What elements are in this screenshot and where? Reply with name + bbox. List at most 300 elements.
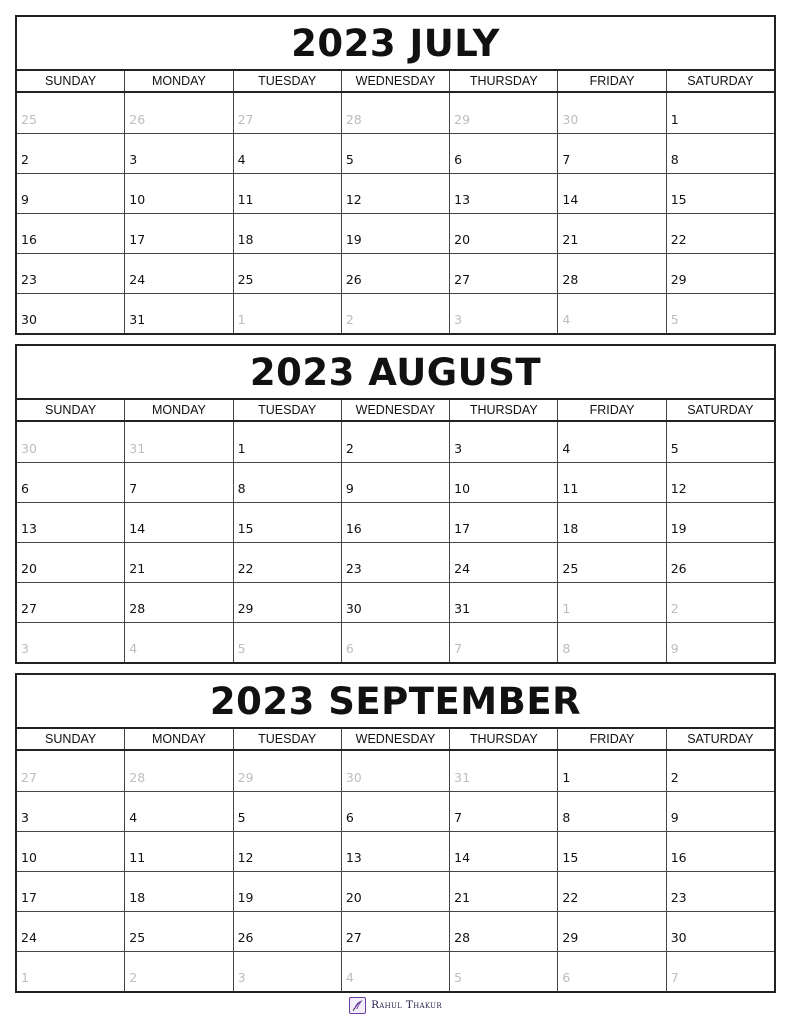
day-cell <box>233 872 341 911</box>
weekday-friday: FRIDAY <box>557 729 665 749</box>
day-cell <box>666 872 774 911</box>
day-number: 28 <box>129 770 146 785</box>
day-number: 19 <box>345 232 362 247</box>
day-cell <box>17 174 124 213</box>
day-number: 5 <box>670 312 679 327</box>
week-row <box>17 542 774 582</box>
day-number: 13 <box>345 850 362 865</box>
weekday-monday: MONDAY <box>124 71 232 91</box>
week-row <box>17 911 774 951</box>
day-number: 9 <box>345 481 354 496</box>
day-cell <box>449 543 557 582</box>
day-cell <box>341 832 449 871</box>
day-number: 5 <box>670 441 679 456</box>
day-cell-adjacent-month <box>124 751 232 791</box>
day-number: 1 <box>237 441 246 456</box>
day-number: 20 <box>345 890 362 905</box>
day-number: 18 <box>562 521 579 536</box>
day-number: 22 <box>670 232 687 247</box>
day-number: 10 <box>21 850 37 865</box>
day-cell <box>341 912 449 951</box>
day-number: 12 <box>237 850 254 865</box>
day-cell-adjacent-month <box>449 294 557 333</box>
day-number: 30 <box>21 312 37 327</box>
day-cell-adjacent-month <box>341 93 449 133</box>
day-cell <box>666 422 774 462</box>
day-number: 4 <box>129 810 138 825</box>
day-cell <box>449 254 557 293</box>
day-cell <box>341 174 449 213</box>
day-number: 4 <box>129 641 138 656</box>
day-number: 4 <box>562 312 571 327</box>
day-cell <box>233 792 341 831</box>
day-number: 8 <box>562 810 571 825</box>
day-cell <box>449 872 557 911</box>
day-number: 1 <box>562 770 571 785</box>
day-cell-adjacent-month <box>449 751 557 791</box>
footer-brand <box>0 993 791 1017</box>
day-number: 7 <box>670 970 679 985</box>
day-number: 14 <box>129 521 146 536</box>
day-number: 13 <box>454 192 471 207</box>
weekday-saturday: SATURDAY <box>666 400 774 420</box>
day-number: 4 <box>562 441 571 456</box>
week-row <box>17 582 774 622</box>
day-number: 8 <box>562 641 571 656</box>
day-cell-adjacent-month <box>341 294 449 333</box>
day-number: 31 <box>454 770 471 785</box>
weekday-friday: FRIDAY <box>557 400 665 420</box>
day-grid <box>17 422 774 662</box>
weekday-monday: MONDAY <box>124 729 232 749</box>
day-number: 28 <box>345 112 362 127</box>
day-cell <box>124 134 232 173</box>
day-number: 8 <box>670 152 679 167</box>
day-cell <box>233 583 341 622</box>
day-number: 28 <box>129 601 146 616</box>
day-cell <box>449 503 557 542</box>
day-cell-adjacent-month <box>557 952 665 991</box>
day-cell <box>666 792 774 831</box>
day-cell <box>666 912 774 951</box>
week-row <box>17 293 774 333</box>
day-number: 7 <box>562 152 571 167</box>
day-cell <box>17 543 124 582</box>
day-cell <box>666 134 774 173</box>
day-cell <box>341 422 449 462</box>
day-cell-adjacent-month <box>124 952 232 991</box>
day-number: 7 <box>454 641 463 656</box>
weekday-wednesday: WEDNESDAY <box>341 729 449 749</box>
day-number: 22 <box>237 561 254 576</box>
day-number: 7 <box>129 481 138 496</box>
day-number: 15 <box>237 521 254 536</box>
day-number: 3 <box>21 641 29 656</box>
day-cell <box>341 543 449 582</box>
week-row <box>17 253 774 293</box>
week-row <box>17 791 774 831</box>
weekday-wednesday: WEDNESDAY <box>341 400 449 420</box>
day-cell <box>233 503 341 542</box>
day-number: 15 <box>562 850 579 865</box>
day-cell <box>17 832 124 871</box>
day-cell <box>124 294 232 333</box>
day-cell <box>17 583 124 622</box>
day-number: 25 <box>237 272 254 287</box>
day-cell <box>557 174 665 213</box>
day-cell <box>449 583 557 622</box>
day-cell-adjacent-month <box>666 952 774 991</box>
day-cell <box>341 134 449 173</box>
day-number: 27 <box>237 112 254 127</box>
day-number: 5 <box>237 810 246 825</box>
weekday-thursday: THURSDAY <box>449 400 557 420</box>
day-number: 29 <box>562 930 579 945</box>
week-row <box>17 831 774 871</box>
day-cell <box>557 214 665 253</box>
month-july <box>15 15 776 335</box>
day-cell <box>341 792 449 831</box>
month-title: 2023 AUGUST <box>17 346 774 400</box>
day-cell <box>233 254 341 293</box>
day-number: 22 <box>562 890 579 905</box>
day-number: 29 <box>670 272 687 287</box>
day-number: 18 <box>237 232 254 247</box>
day-number: 23 <box>21 272 37 287</box>
weekday-header-row <box>17 729 774 751</box>
day-number: 23 <box>345 561 362 576</box>
day-cell-adjacent-month <box>233 93 341 133</box>
day-cell-adjacent-month <box>341 952 449 991</box>
day-cell <box>233 463 341 502</box>
day-cell <box>124 174 232 213</box>
day-number: 29 <box>237 601 254 616</box>
day-number: 4 <box>345 970 354 985</box>
day-number: 14 <box>562 192 579 207</box>
day-number: 29 <box>454 112 471 127</box>
day-number: 24 <box>129 272 146 287</box>
day-number: 21 <box>454 890 471 905</box>
day-cell-adjacent-month <box>449 623 557 662</box>
day-cell <box>341 463 449 502</box>
day-number: 1 <box>562 601 571 616</box>
day-cell <box>233 912 341 951</box>
day-cell-adjacent-month <box>124 623 232 662</box>
day-cell-adjacent-month <box>17 751 124 791</box>
day-grid <box>17 93 774 333</box>
day-cell <box>124 463 232 502</box>
weekday-sunday: SUNDAY <box>45 403 97 417</box>
day-number: 28 <box>454 930 471 945</box>
day-number: 3 <box>21 810 29 825</box>
day-number: 17 <box>21 890 37 905</box>
day-number: 1 <box>21 970 29 985</box>
day-number: 17 <box>129 232 146 247</box>
day-cell-adjacent-month <box>449 952 557 991</box>
day-cell <box>17 912 124 951</box>
day-number: 6 <box>345 810 354 825</box>
day-number: 20 <box>21 561 37 576</box>
day-number: 19 <box>670 521 687 536</box>
weekday-saturday: SATURDAY <box>666 729 774 749</box>
month-title: 2023 SEPTEMBER <box>17 675 774 729</box>
day-cell <box>233 543 341 582</box>
day-number: 30 <box>345 601 362 616</box>
day-number: 16 <box>345 521 362 536</box>
day-number: 19 <box>237 890 254 905</box>
day-cell <box>124 254 232 293</box>
day-cell-adjacent-month <box>124 93 232 133</box>
day-cell-adjacent-month <box>666 623 774 662</box>
day-number: 11 <box>237 192 254 207</box>
day-cell <box>557 792 665 831</box>
day-number: 3 <box>454 441 463 456</box>
day-cell-adjacent-month <box>557 583 665 622</box>
day-number: 16 <box>670 850 687 865</box>
day-number: 2 <box>345 441 354 456</box>
day-cell <box>666 503 774 542</box>
day-number: 8 <box>237 481 246 496</box>
weekday-header-row <box>17 400 774 422</box>
day-cell <box>233 174 341 213</box>
weekday-wednesday: WEDNESDAY <box>341 71 449 91</box>
day-number: 2 <box>670 601 679 616</box>
week-row <box>17 502 774 542</box>
day-cell <box>557 503 665 542</box>
day-number: 9 <box>670 641 679 656</box>
day-number: 23 <box>670 890 687 905</box>
day-cell-adjacent-month <box>17 952 124 991</box>
weekday-monday: MONDAY <box>124 400 232 420</box>
day-number: 6 <box>21 481 29 496</box>
day-cell <box>124 792 232 831</box>
day-cell <box>666 832 774 871</box>
day-cell-adjacent-month <box>557 93 665 133</box>
day-number: 28 <box>562 272 579 287</box>
month-title: 2023 JULY <box>17 17 774 71</box>
week-row <box>17 951 774 991</box>
day-number: 3 <box>237 970 246 985</box>
day-cell <box>449 422 557 462</box>
day-number: 9 <box>670 810 679 825</box>
day-cell <box>666 254 774 293</box>
day-cell-adjacent-month <box>341 751 449 791</box>
weekday-tuesday: TUESDAY <box>233 729 341 749</box>
day-cell <box>17 463 124 502</box>
day-number: 31 <box>129 441 146 456</box>
day-cell-adjacent-month <box>557 623 665 662</box>
day-cell <box>17 294 124 333</box>
day-cell <box>124 583 232 622</box>
day-number: 13 <box>21 521 37 536</box>
day-cell <box>341 214 449 253</box>
day-number: 12 <box>670 481 687 496</box>
month-august <box>15 344 776 664</box>
day-number: 5 <box>454 970 463 985</box>
day-number: 10 <box>454 481 471 496</box>
day-cell <box>124 872 232 911</box>
day-number: 9 <box>21 192 29 207</box>
week-row <box>17 871 774 911</box>
day-cell <box>557 912 665 951</box>
day-cell <box>124 503 232 542</box>
day-cell <box>341 872 449 911</box>
day-cell-adjacent-month <box>233 294 341 333</box>
day-cell <box>233 134 341 173</box>
day-number: 21 <box>562 232 579 247</box>
weekday-friday: FRIDAY <box>557 71 665 91</box>
day-number: 2 <box>129 970 138 985</box>
day-cell <box>124 832 232 871</box>
day-number: 26 <box>129 112 146 127</box>
day-number: 30 <box>562 112 579 127</box>
day-cell <box>449 174 557 213</box>
day-cell-adjacent-month <box>233 623 341 662</box>
day-cell <box>557 254 665 293</box>
day-cell <box>449 792 557 831</box>
day-cell-adjacent-month <box>666 294 774 333</box>
day-cell <box>233 422 341 462</box>
day-cell <box>17 792 124 831</box>
weekday-sunday: SUNDAY <box>45 74 97 88</box>
weekday-thursday: THURSDAY <box>449 71 557 91</box>
day-cell <box>666 543 774 582</box>
weekday-saturday: SATURDAY <box>666 71 774 91</box>
day-cell-adjacent-month <box>666 583 774 622</box>
day-number: 3 <box>454 312 463 327</box>
day-cell <box>449 463 557 502</box>
day-cell <box>124 543 232 582</box>
week-row <box>17 422 774 462</box>
day-cell <box>17 214 124 253</box>
day-cell <box>449 214 557 253</box>
day-number: 25 <box>562 561 579 576</box>
day-grid <box>17 751 774 991</box>
day-number: 6 <box>345 641 354 656</box>
day-cell <box>341 503 449 542</box>
month-september <box>15 673 776 993</box>
day-number: 25 <box>21 112 37 127</box>
day-number: 11 <box>129 850 146 865</box>
day-number: 30 <box>345 770 362 785</box>
day-number: 31 <box>454 601 471 616</box>
weekday-tuesday: TUESDAY <box>233 400 341 420</box>
day-cell <box>341 583 449 622</box>
day-cell <box>449 134 557 173</box>
day-number: 31 <box>129 312 146 327</box>
quill-pen-icon <box>349 997 366 1014</box>
day-cell <box>557 463 665 502</box>
week-row <box>17 93 774 133</box>
day-cell <box>124 912 232 951</box>
day-cell-adjacent-month <box>17 93 124 133</box>
day-cell-adjacent-month <box>233 751 341 791</box>
week-row <box>17 462 774 502</box>
day-number: 27 <box>454 272 471 287</box>
day-number: 5 <box>345 152 354 167</box>
day-number: 30 <box>21 441 37 456</box>
week-row <box>17 751 774 791</box>
day-cell-adjacent-month <box>233 952 341 991</box>
day-number: 27 <box>345 930 362 945</box>
week-row <box>17 622 774 662</box>
day-number: 2 <box>21 152 29 167</box>
day-number: 1 <box>237 312 246 327</box>
day-number: 17 <box>454 521 471 536</box>
day-number: 25 <box>129 930 146 945</box>
week-row <box>17 133 774 173</box>
day-cell <box>666 174 774 213</box>
day-number: 27 <box>21 601 37 616</box>
day-cell-adjacent-month <box>341 623 449 662</box>
day-cell-adjacent-month <box>557 294 665 333</box>
day-number: 1 <box>670 112 679 127</box>
day-number: 5 <box>237 641 246 656</box>
day-cell-adjacent-month <box>449 93 557 133</box>
day-cell-adjacent-month <box>124 422 232 462</box>
day-number: 30 <box>670 930 687 945</box>
week-row <box>17 173 774 213</box>
day-cell <box>666 751 774 791</box>
day-number: 18 <box>129 890 146 905</box>
brand-name: Rahul Thakur <box>371 999 442 1011</box>
day-cell <box>233 214 341 253</box>
day-number: 21 <box>129 561 146 576</box>
day-cell <box>17 503 124 542</box>
day-cell <box>233 832 341 871</box>
day-number: 26 <box>345 272 362 287</box>
day-cell <box>557 751 665 791</box>
day-number: 29 <box>237 770 254 785</box>
day-number: 2 <box>345 312 354 327</box>
weekday-header-row <box>17 71 774 93</box>
day-number: 2 <box>670 770 679 785</box>
day-number: 10 <box>129 192 146 207</box>
week-row <box>17 213 774 253</box>
day-number: 16 <box>21 232 37 247</box>
day-number: 15 <box>670 192 687 207</box>
day-number: 11 <box>562 481 579 496</box>
day-number: 24 <box>21 930 37 945</box>
day-cell <box>557 134 665 173</box>
day-cell <box>17 134 124 173</box>
day-number: 7 <box>454 810 463 825</box>
day-number: 27 <box>21 770 37 785</box>
day-cell <box>17 872 124 911</box>
day-cell <box>557 543 665 582</box>
day-cell <box>666 214 774 253</box>
day-cell-adjacent-month <box>17 623 124 662</box>
day-number: 24 <box>454 561 471 576</box>
day-cell <box>124 214 232 253</box>
day-cell <box>557 422 665 462</box>
day-number: 20 <box>454 232 471 247</box>
day-number: 6 <box>562 970 571 985</box>
weekday-sunday: SUNDAY <box>45 732 97 746</box>
day-cell-adjacent-month <box>17 422 124 462</box>
weekday-thursday: THURSDAY <box>449 729 557 749</box>
day-cell <box>17 254 124 293</box>
day-number: 6 <box>454 152 463 167</box>
weekday-tuesday: TUESDAY <box>233 71 341 91</box>
day-number: 4 <box>237 152 246 167</box>
day-cell <box>557 832 665 871</box>
day-cell <box>666 463 774 502</box>
day-number: 14 <box>454 850 471 865</box>
day-number: 26 <box>670 561 687 576</box>
day-cell <box>557 872 665 911</box>
day-number: 3 <box>129 152 138 167</box>
